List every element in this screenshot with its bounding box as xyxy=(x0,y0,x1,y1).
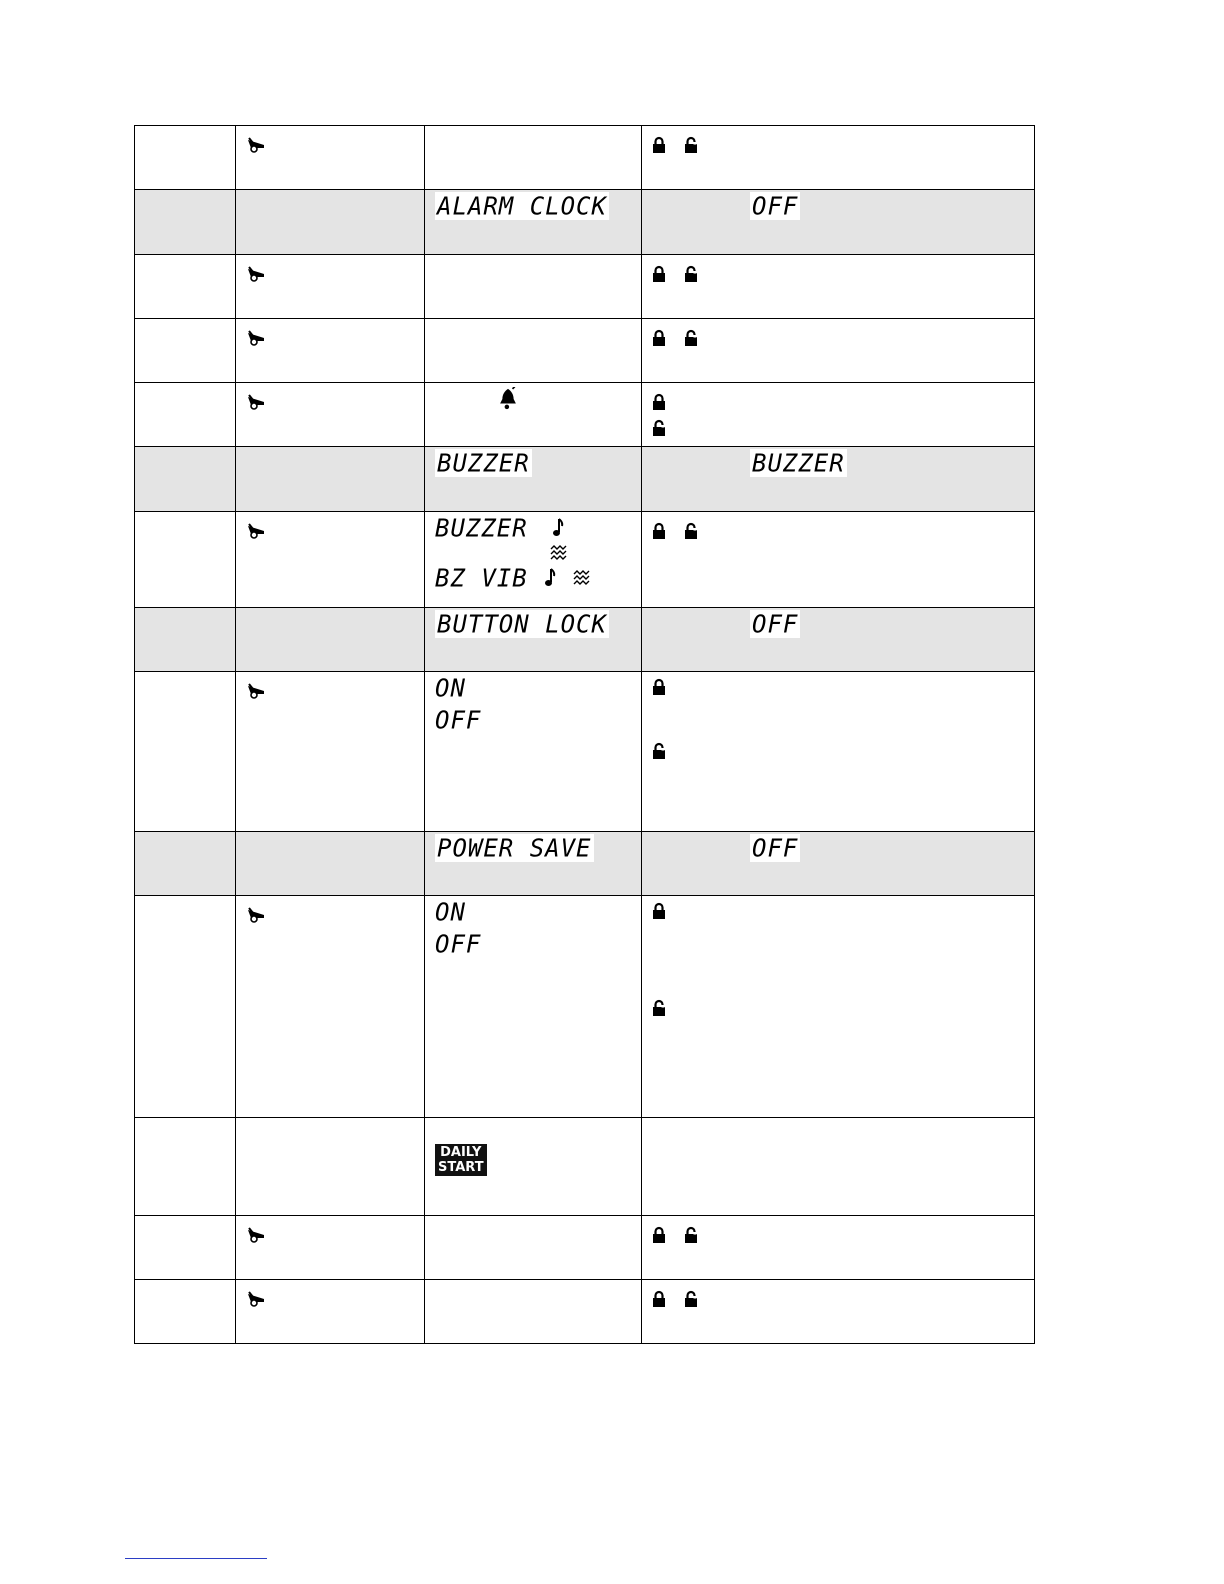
key-cell xyxy=(236,1118,425,1216)
remote-button-icon xyxy=(246,394,266,410)
step-cell xyxy=(135,672,236,832)
status-cell xyxy=(642,608,1035,672)
padlock-locked-icon xyxy=(652,136,666,154)
status-cell xyxy=(642,1118,1035,1216)
lcd-text: BUZZER xyxy=(437,448,530,478)
lcd-text: BZ VIB xyxy=(435,563,528,593)
bell-icon xyxy=(499,387,517,411)
key-cell xyxy=(236,126,425,190)
status-cell xyxy=(642,896,1035,1118)
padlock-unlocked-icon xyxy=(684,329,698,347)
display-cell xyxy=(425,832,642,896)
status-cell xyxy=(642,447,1035,512)
table-row xyxy=(135,1118,1035,1216)
remote-button-icon xyxy=(246,137,266,153)
lcd-status: BUZZER xyxy=(752,448,845,478)
table-row xyxy=(135,319,1035,383)
padlock-unlocked-icon xyxy=(684,522,698,540)
lcd-text: BUTTON LOCK xyxy=(437,609,607,639)
table-row xyxy=(135,832,1035,896)
display-cell xyxy=(425,896,642,1118)
status-cell xyxy=(642,672,1035,832)
display-cell xyxy=(425,1280,642,1344)
remote-button-icon xyxy=(246,330,266,346)
remote-button-icon xyxy=(246,1291,266,1307)
step-cell xyxy=(135,896,236,1118)
status-cell xyxy=(642,255,1035,319)
key-cell xyxy=(236,319,425,383)
step-cell xyxy=(135,319,236,383)
padlock-locked-icon xyxy=(652,1226,666,1244)
badge-line: DAILY xyxy=(440,1145,482,1160)
key-cell xyxy=(236,896,425,1118)
padlock-locked-icon xyxy=(652,522,666,540)
table-row xyxy=(135,1280,1035,1344)
lcd-status: OFF xyxy=(752,609,799,639)
display-cell xyxy=(425,383,642,447)
status-cell xyxy=(642,126,1035,190)
key-cell xyxy=(236,1280,425,1344)
step-cell xyxy=(135,255,236,319)
key-cell xyxy=(236,832,425,896)
padlock-locked-icon xyxy=(652,329,666,347)
footnote-rule xyxy=(125,1558,267,1559)
padlock-unlocked-icon xyxy=(684,136,698,154)
step-cell xyxy=(135,512,236,608)
display-cell xyxy=(425,319,642,383)
lcd-text: ON xyxy=(435,897,466,927)
table-row xyxy=(135,896,1035,1118)
lcd-text: ON xyxy=(435,673,466,703)
status-cell xyxy=(642,1280,1035,1344)
lcd-text: OFF xyxy=(435,929,482,959)
remote-button-icon xyxy=(246,523,266,539)
table-row xyxy=(135,608,1035,672)
key-cell xyxy=(236,383,425,447)
padlock-unlocked-icon xyxy=(652,999,666,1017)
status-cell xyxy=(642,832,1035,896)
padlock-unlocked-icon xyxy=(684,265,698,283)
lcd-status: OFF xyxy=(752,191,799,221)
table-row xyxy=(135,255,1035,319)
music-note-icon xyxy=(544,567,556,589)
lcd-text: POWER SAVE xyxy=(437,833,592,863)
step-cell xyxy=(135,1280,236,1344)
badge-line: START xyxy=(438,1160,484,1175)
step-cell xyxy=(135,126,236,190)
padlock-unlocked-icon xyxy=(652,419,666,437)
music-note-icon xyxy=(552,517,564,539)
key-cell xyxy=(236,255,425,319)
table-row xyxy=(135,190,1035,255)
display-cell xyxy=(425,1118,642,1216)
daily-start-badge xyxy=(435,1144,487,1176)
lcd-text: BUZZER xyxy=(435,513,528,543)
remote-button-icon xyxy=(246,266,266,282)
padlock-unlocked-icon xyxy=(652,742,666,760)
padlock-unlocked-icon xyxy=(684,1226,698,1244)
padlock-locked-icon xyxy=(652,678,666,696)
display-cell xyxy=(425,608,642,672)
table-row xyxy=(135,126,1035,190)
padlock-locked-icon xyxy=(652,393,666,411)
table-row xyxy=(135,512,1035,608)
table-row xyxy=(135,383,1035,447)
status-cell xyxy=(642,1216,1035,1280)
key-cell xyxy=(236,672,425,832)
padlock-unlocked-icon xyxy=(684,1290,698,1308)
display-cell xyxy=(425,255,642,319)
key-cell xyxy=(236,1216,425,1280)
display-cell xyxy=(425,512,642,608)
remote-button-icon xyxy=(246,683,266,699)
step-cell xyxy=(135,447,236,512)
step-cell xyxy=(135,608,236,672)
status-cell xyxy=(642,190,1035,255)
status-cell xyxy=(642,512,1035,608)
padlock-locked-icon xyxy=(652,1290,666,1308)
padlock-locked-icon xyxy=(652,265,666,283)
key-cell xyxy=(236,512,425,608)
display-cell xyxy=(425,1216,642,1280)
key-cell xyxy=(236,608,425,672)
display-cell xyxy=(425,190,642,255)
table-row xyxy=(135,1216,1035,1280)
display-cell xyxy=(425,126,642,190)
vibrate-icon xyxy=(549,545,569,561)
remote-button-icon xyxy=(246,907,266,923)
key-cell xyxy=(236,447,425,512)
display-cell xyxy=(425,447,642,512)
step-cell xyxy=(135,832,236,896)
status-cell xyxy=(642,319,1035,383)
lcd-status: OFF xyxy=(752,833,799,863)
step-cell xyxy=(135,383,236,447)
step-cell xyxy=(135,1216,236,1280)
settings-table xyxy=(134,125,1035,1344)
step-cell xyxy=(135,190,236,255)
padlock-locked-icon xyxy=(652,902,666,920)
status-cell xyxy=(642,383,1035,447)
table-row xyxy=(135,672,1035,832)
remote-button-icon xyxy=(246,1227,266,1243)
step-cell xyxy=(135,1118,236,1216)
display-cell xyxy=(425,672,642,832)
table-row xyxy=(135,447,1035,512)
lcd-text: ALARM CLOCK xyxy=(437,191,607,221)
vibrate-icon xyxy=(572,570,592,586)
key-cell xyxy=(236,190,425,255)
lcd-text: OFF xyxy=(435,705,482,735)
